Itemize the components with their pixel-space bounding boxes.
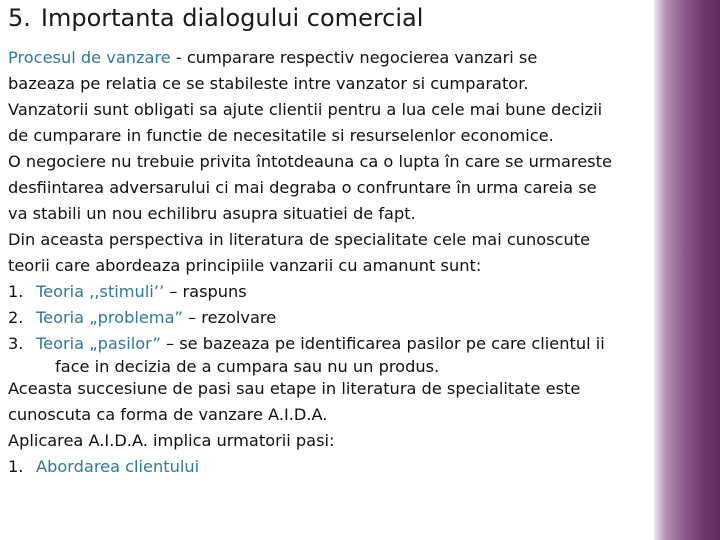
list-term: Teoria „pasilor” xyxy=(36,334,161,353)
term-procesul-de-vanzare: Procesul de vanzare xyxy=(8,48,171,67)
list-term: Teoria ,,stimuli’’ xyxy=(36,282,165,301)
list-number: 2. xyxy=(8,308,24,327)
list-item-continuation: face in decizia de a cumpara sau nu un produs. xyxy=(55,357,440,376)
list-number: 1. xyxy=(8,282,24,301)
body-line-16: Aplicarea A.I.D.A. implica urmatorii pasi: xyxy=(8,431,335,450)
list-text: – raspuns xyxy=(164,282,247,301)
body-line-1 xyxy=(8,45,714,71)
list-term: Abordarea clientului xyxy=(36,457,200,476)
list-item xyxy=(8,454,714,480)
list-item xyxy=(8,305,714,331)
list-term: Teoria „problema” xyxy=(36,308,183,327)
body-line-9: teorii care abordeaza principiile vanzarii cu amanunt sunt: xyxy=(8,256,482,275)
body-line-5: O negociere nu trebuie privita întotdeauna ca o lupta în care se urmareste xyxy=(8,152,612,171)
body-line-1-rest: - cumparare respectiv negocierea vanzari se xyxy=(170,48,538,67)
slide-title xyxy=(8,2,423,34)
slide-number: 5. xyxy=(8,4,31,32)
list-text: – rezolvare xyxy=(182,308,277,327)
body-line-7: va stabili un nou echilibru asupra situatiei de fapt. xyxy=(8,204,416,223)
body-line-4: de cumparare in functie de necesitatile si resurselenlor economice. xyxy=(8,126,554,145)
list-number: 1. xyxy=(8,457,24,476)
slide-body xyxy=(8,45,714,480)
body-line-6: desfiintarea adversarului ci mai degraba o confruntare în urma careia se xyxy=(8,178,597,197)
list-item xyxy=(8,279,714,305)
list-item xyxy=(8,331,714,357)
body-line-15: cunoscuta ca forma de vanzare A.I.D.A. xyxy=(8,405,328,424)
body-line-2: bazeaza pe relatia ce se stabileste intre vanzator si cumparator. xyxy=(8,74,529,93)
list-number: 3. xyxy=(8,334,24,353)
list-text: – se bazeaza pe identificarea pasilor pe care clientul ii xyxy=(160,334,605,353)
body-line-14: Aceasta succesiune de pasi sau etape in literatura de specialitate este xyxy=(8,379,581,398)
body-line-3: Vanzatorii sunt obligati sa ajute clientii pentru a lua cele mai bune decizii xyxy=(8,100,603,119)
body-line-8: Din aceasta perspectiva in literatura de specialitate cele mai cunoscute xyxy=(8,230,591,249)
slide-title-text: Importanta dialogului comercial xyxy=(40,4,424,32)
